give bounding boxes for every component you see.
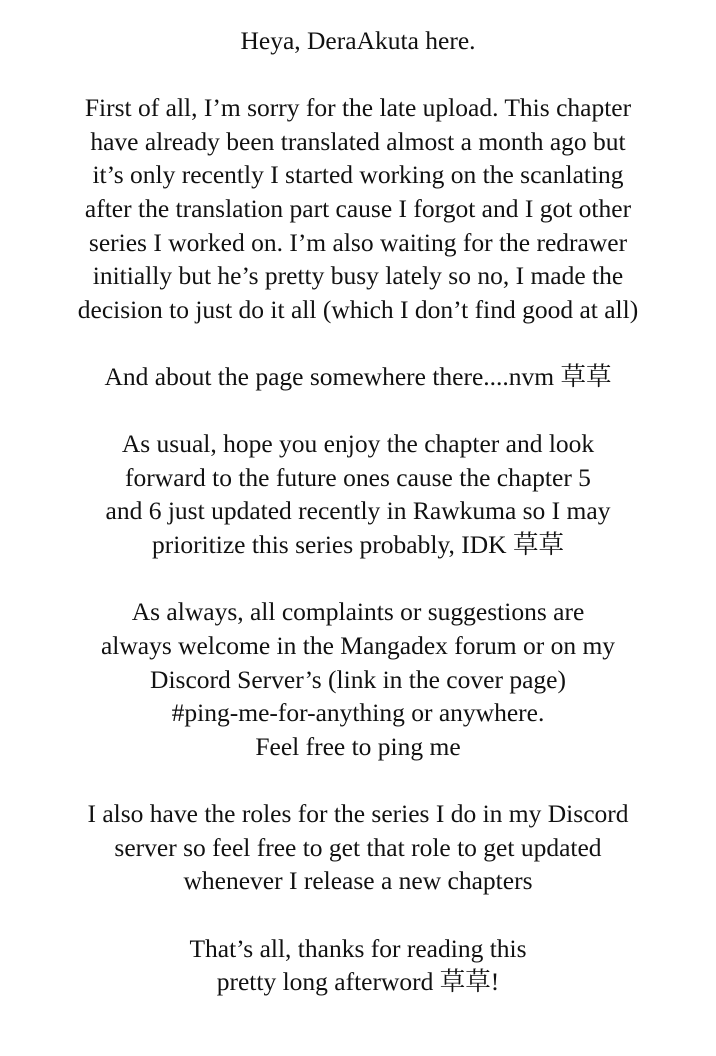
paragraph-4-line-1: As always, all complaints or suggestions are — [131, 597, 585, 626]
paragraph-6-line-1: That’s all, thanks for reading this — [189, 934, 527, 963]
paragraph-1-line-1: First of all, I’m sorry for the late upload. This chapter — [84, 93, 632, 122]
paragraph-5-line-3: whenever I release a new chapters — [183, 866, 533, 895]
paragraph-1-line-2: have already been translated almost a month ago but — [90, 127, 626, 156]
paragraph-6-line-2: pretty long afterword 草草! — [216, 967, 500, 996]
paragraph-5-line-1: I also have the roles for the series I do in my Discord — [87, 799, 629, 828]
paragraph-3-line-1: As usual, hope you enjoy the chapter and look — [121, 429, 595, 458]
paragraph-3-line-4: prioritize this series probably, IDK 草草 — [152, 530, 564, 559]
paragraph-1-line-5: series I worked on. I’m also waiting for the redrawer — [88, 228, 628, 257]
paragraph-1-line-3: it’s only recently I started working on the scanlating — [92, 160, 624, 189]
paragraph-4-line-2: always welcome in the Mangadex forum or on my — [100, 631, 616, 660]
paragraph-1-line-4: after the translation part cause I forgot and I got other — [84, 194, 632, 223]
paragraph-2-line-1: And about the page somewhere there....nvm 草草 — [104, 362, 612, 391]
paragraph-1-line-6: initially but he’s pretty busy lately so no, I made the — [92, 261, 624, 290]
paragraph-3-line-2: forward to the future ones cause the chapter 5 — [125, 463, 591, 492]
paragraph-3-line-3: and 6 just updated recently in Rawkuma so I may — [105, 496, 611, 525]
afterword-greeting: Heya, DeraAkuta here. — [240, 26, 476, 55]
paragraph-1-line-7: decision to just do it all (which I don’t find good at all) — [77, 295, 639, 324]
paragraph-4-line-4: #ping-me-for-anything or anywhere. — [171, 698, 545, 727]
paragraph-4-line-5: Feel free to ping me — [255, 732, 461, 761]
paragraph-5-line-2: server so feel free to get that role to get updated — [114, 833, 602, 862]
paragraph-4-line-3: Discord Server’s (link in the cover page) — [150, 665, 566, 694]
